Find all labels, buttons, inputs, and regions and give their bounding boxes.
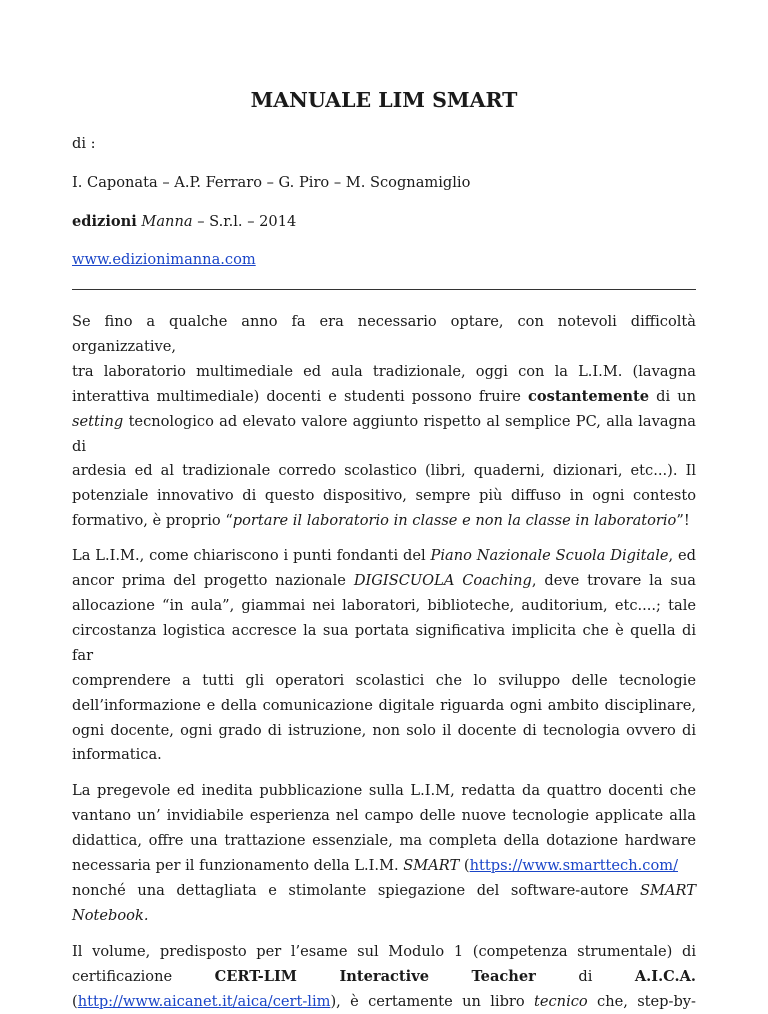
- text-line: ogni docente, ogni grado di istruzione, non solo il docente di tecnologia ovvero di: [72, 721, 696, 739]
- italic-text: SMART: [640, 881, 696, 899]
- document-page: [72, 0, 696, 1014]
- bold-text: Interactive: [339, 967, 429, 985]
- text-line: dell’informazione e della comunicazione digitale riguarda ogni ambito disciplinare,: [72, 696, 696, 714]
- aica-cert-lim-link[interactable]: http://www.aicanet.it/aica/cert-lim: [77, 992, 331, 1010]
- text-line: circostanza logistica accresce la sua portata significativa implicita che è quella di far: [72, 621, 696, 664]
- bold-text: costantemente: [528, 387, 650, 405]
- italic-text: tecnico: [534, 992, 588, 1010]
- document-title: MANUALE LIM SMART: [250, 88, 518, 112]
- text-line: Il volume, predisposto per l’esame sul Modulo 1 (competenza strumentale) di: [72, 942, 696, 960]
- text-line: tra laboratorio multimediale ed aula tradizionale, oggi con la L.I.M. (lavagna: [72, 362, 696, 380]
- publisher-line: [72, 212, 696, 232]
- text-line: ardesia ed al tradizionale corredo scolastico (libri, quaderni, dizionari, etc...). Il: [72, 462, 696, 480]
- italic-text: Notebook.: [72, 906, 149, 924]
- italic-quote: portare il laboratorio in classe e non la classe in laboratorio: [232, 512, 677, 530]
- publisher-details: – S.r.l. – 2014: [192, 213, 297, 230]
- text-line: certificazione CERT-LIM Interactive Teacher di A.I.C.A.: [72, 967, 697, 985]
- bold-text: CERT-LIM: [214, 967, 297, 985]
- text-line: ancor prima del progetto nazionale DIGISCUOLA Coaching, deve trovare la sua: [72, 572, 696, 590]
- italic-text: SMART: [403, 857, 460, 875]
- paragraph-publication: [72, 779, 696, 928]
- publisher-edition-label: edizioni: [72, 213, 137, 230]
- text-line: interattiva multimediale) docenti e studenti possono fruire costantemente di un: [72, 387, 696, 405]
- text-line: didattica, offre una trattazione essenziale, ma completa della dotazione hardware: [72, 832, 696, 850]
- italic-text: setting: [72, 412, 124, 430]
- paragraph-intro: [72, 310, 696, 534]
- publisher-website-link[interactable]: www.edizionimanna.com: [72, 251, 256, 268]
- text-line: formativo, è proprio “portare il laboratorio in classe e non la classe in laboratorio”!: [72, 512, 690, 530]
- italic-text: DIGISCUOLA Coaching: [353, 572, 532, 590]
- publisher-name: Manna: [141, 213, 193, 230]
- text-line: allocazione “in aula”, giammai nei laboratori, biblioteche, auditorium, etc....; tale: [72, 596, 696, 614]
- text-line: [72, 904, 696, 929]
- paragraph-certification: [72, 940, 696, 1014]
- author-intro: di :: [72, 135, 96, 152]
- horizontal-divider: [72, 289, 696, 290]
- text-line: comprendere a tutti gli operatori scolastici che lo sviluppo delle tecnologie: [72, 671, 696, 689]
- text-line: Se fino a qualche anno fa era necessario optare, con notevoli difficoltà organizzative,: [72, 313, 696, 355]
- text-line: informatica.: [72, 746, 162, 764]
- authors-line: I. Caponata – A.P. Ferraro – G. Piro – M. Scognamiglio: [72, 174, 471, 191]
- paragraph-lim-context: [72, 544, 696, 768]
- bold-text: A.I.C.A.: [634, 967, 697, 985]
- text-line: nonché una dettagliata e stimolante spiegazione del software-autore SMART: [72, 881, 696, 899]
- text-line: La L.I.M., come chiariscono i punti fondanti del Piano Nazionale Scuola Digitale, ed: [72, 547, 697, 565]
- text-line: necessaria per il funzionamento della L.I.M. SMART (https://www.smarttech.com/: [72, 857, 678, 875]
- text-line: potenziale innovativo di questo dispositivo, sempre più diffuso in ogni contesto: [72, 487, 696, 505]
- italic-text: Piano Nazionale Scuola Digitale: [430, 547, 669, 565]
- text-line: (http://www.aicanet.it/aica/cert-lim), è certamente un libro tecnico che, step-by-: [72, 992, 696, 1010]
- bold-text: Teacher: [471, 967, 536, 985]
- text-line: setting tecnologico ad elevato valore aggiunto rispetto al semplice PC, alla lavagna di: [72, 412, 696, 455]
- publisher-website-line: [72, 250, 696, 270]
- text-line: vantano un’ invidiabile esperienza nel campo delle nuove tecnologie applicate alla: [72, 807, 696, 825]
- text-line: La pregevole ed inedita pubblicazione sulla L.I.M, redatta da quattro docenti che: [72, 782, 696, 800]
- smarttech-link[interactable]: https://www.smarttech.com/: [469, 857, 678, 875]
